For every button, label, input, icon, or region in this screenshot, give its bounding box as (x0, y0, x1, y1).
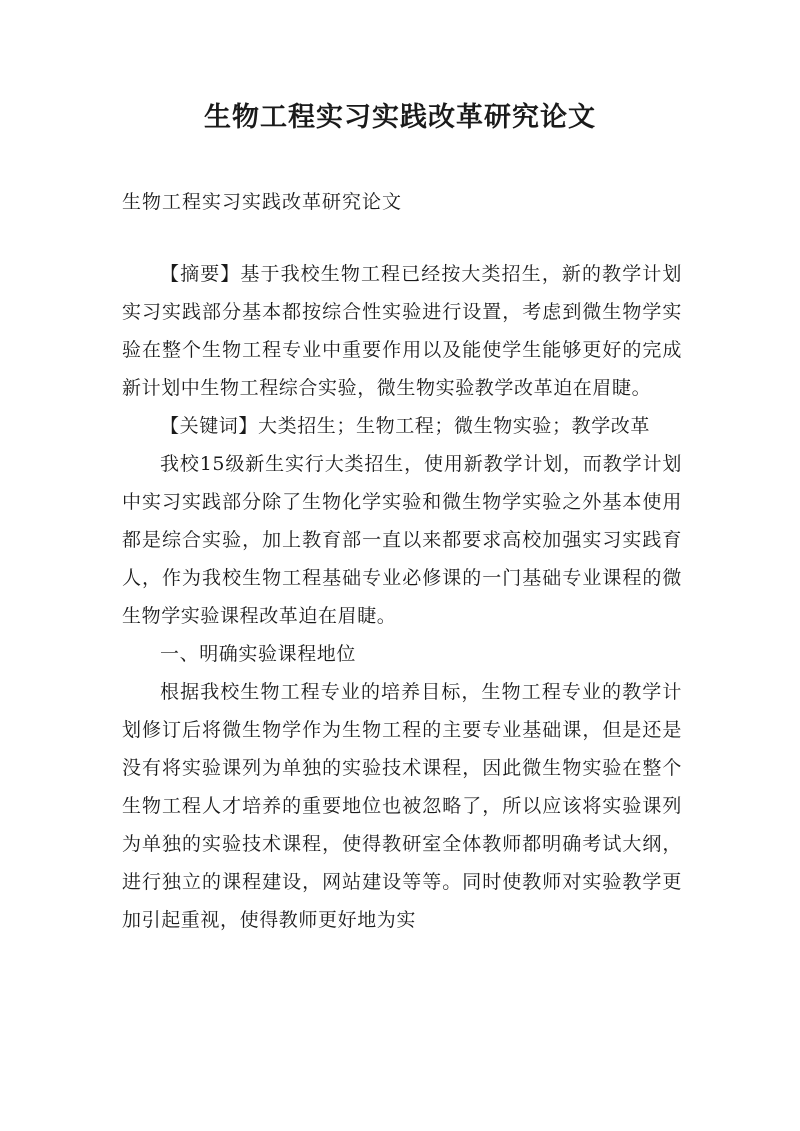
section-heading: 一、明确实验课程地位 (160, 643, 357, 665)
section-paragraph: 根据我校生物工程专业的培养目标，生物工程专业的教学计划修订后将微生物学作为生物工程的主要专业基础课，但是还是没有将实验课列为单独的实验技术课程，因此微生物实验在整个生物工程人才培养的重要地位也被忽略了，所以应该将实验课列为单独的实验技术课程，使得教研室全体教师都明确考试大纲，进行独立的课程建设，网站建设等等。同时使教师对实验教学更加引起重视，使得教师更好地为实 (122, 681, 682, 931)
document-subtitle: 生物工程实习实践改革研究论文 (122, 191, 403, 213)
keywords-paragraph: 【关键词】大类招生；生物工程；微生物实验；教学改革 (160, 415, 651, 437)
document-title: 生物工程实习实践改革研究论文 (204, 102, 596, 133)
intro-paragraph: 我校15级新生实行大类招生，使用新教学计划，而教学计划中实习实践部分除了生物化学实验和微生物学实验之外基本使用都是综合实验，加上教育部一直以来都要求高校加强实习实践育人，作为我校生物工程基础专业必修课的一门基础专业课程的微生物学实验课程改革迫在眉睫。 (122, 453, 682, 627)
abstract-paragraph: 【摘要】基于我校生物工程已经按大类招生，新的教学计划实习实践部分基本都按综合性实验进行设置，考虑到微生物学实验在整个生物工程专业中重要作用以及能使学生能够更好的完成新计划中生物工程综合实验，微生物实验教学改革迫在眉睫。 (122, 263, 682, 399)
document-body (122, 255, 682, 939)
